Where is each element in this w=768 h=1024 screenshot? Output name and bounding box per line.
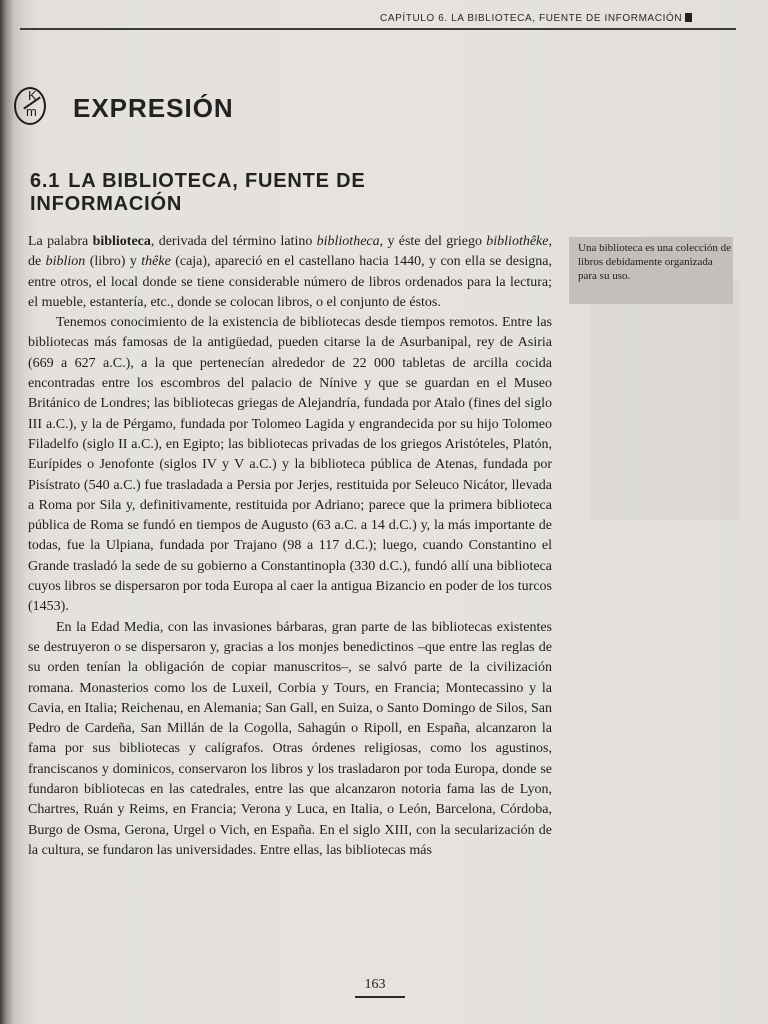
italic-term: bibliothêke <box>486 234 549 249</box>
page-number <box>345 977 405 993</box>
chapter-heading <box>30 170 430 216</box>
text-run: (caja), apareció en el castellano hacia 1440, y con ella se designa, entre otros, el local donde se tiene considerable número de libros ordenados para la lectura; el mueble, estantería, etc., donde se colocan libros, o el conjunto de éstos. <box>28 254 553 310</box>
italic-term: bibliotheca <box>316 234 380 249</box>
body-text <box>28 232 552 861</box>
text-run: , de <box>28 234 552 270</box>
text-run: La palabra <box>28 234 93 249</box>
paragraph-1 <box>28 232 552 313</box>
text-run: , derivada del término latino <box>150 234 317 249</box>
running-header-title: CAPÍTULO 6. LA BIBLIOTECA, FUENTE DE INFORMACIÓN <box>380 13 683 24</box>
text-run: , y éste del griego <box>379 234 487 249</box>
running-header <box>380 13 740 24</box>
header-rule <box>20 28 736 30</box>
chapter-number: 6.1 <box>30 170 61 192</box>
section-title: EXPRESIÓN <box>73 93 234 123</box>
badge-letter-bottom: m <box>26 104 37 119</box>
text-run: (libro) y <box>85 254 142 270</box>
paragraph-3: En la Edad Media, con las invasiones bárbaras, gran parte de las bibliotecas existentes se destruyeron o se dispersaron y, gracias a los monjes benedictinos –que entre las reglas de su orden tenían la obligación de copiar manuscritos–, se salvó parte de la civilización romana. Monasterios como los de Luxeil, Corbia y Tours, en Francia; Montecassino y la Cavia, en Italia; Reichenau, en Alemania; San Gall, en Suiza, o Santo Domingo de Silos, San Pedro de Cardeña, San Millán de la Cogolla, Sahagún o Ripoll, en España, alcanzaron la fama por sus bibliotecas y calígrafos. Otras órdenes religiosas, como los agustinos, franciscanos y dominicos, conservaron los libros y los trasladaron por toda Europa, donde se fundaron bibliotecas en las catedrales, entre las que alcanzaron notoria fama las de Lyon, Chartres, Ruán y Reims, en Francia; Verona y Luca, en Italia, o León, Barcelona, Córdoba, Burgo de Osma, Gerona, Urgel o Vich, en España. En el siglo XIII, con la secularización de la cultura, se fundaron las universidades. Entre ellas, las bibliotecas más <box>28 619 552 858</box>
chapter-title: LA BIBLIOTECA, FUENTE DE INFORMACIÓN <box>30 170 366 215</box>
page-number-rule <box>355 996 405 998</box>
italic-term: thêke <box>141 254 171 270</box>
show-through-figure <box>590 280 740 520</box>
page-number-value: 163 <box>364 977 386 992</box>
bold-term: biblioteca <box>92 234 151 249</box>
badge-letter-top: K <box>28 88 37 103</box>
italic-term: biblion <box>45 254 86 270</box>
sidebar-definition-note: Una biblioteca es una colección de libros debidamente organizada para su uso. <box>569 237 733 304</box>
expression-icon <box>4 84 40 128</box>
header-end-block <box>685 13 692 22</box>
paragraph-2: Tenemos conocimiento de la existencia de bibliotecas desde tiempos remotos. Entre las bibliotecas más famosas de la antigüedad, pueden citarse la de Asurbanipal, rey de Asiria (669 a 627 a.C.), a la que pertenecían alrededor de 22 000 tabletas de arcilla cocida encontradas entre los escombros del palacio de Nínive y que se guardan en el Museo Británico de Londres; las bibliotecas griegas de Alejandría, fundada por Atalo (fines del siglo III a.C.), y la de Pérgamo, fundada por Tolomeo Lagida y engrandecida por su hijo Tolomeo Filadelfo (siglo II a.C.), en Egipto; las bibliotecas privadas de los griegos Aristóteles, Platón, Eurípides o Jenofonte (siglos IV y V a.C.) y la biblioteca pública de Atenas, fundada por Pisístrato (540 a.C.) fue trasladada a Persia por Jerjes, restituida por Seleuco Nicátor, llevada a Roma por Sila y, definitivamente, restituida por Adriano; parece que la primera biblioteca pública de Roma se fundó en tiempos de Augusto (63 a.C. a 14 d.C.) y, la más importante de todas, fue la Ulpiana, fundada por Trajano (98 a 117 d.C.); luego, cuando Constantino el Grande trasladó la sede de su gobierno a Constantinopla (330 d.C.), fundó allí una biblioteca cuyos libros se dispersaron por toda Europa al caer la antigua Bizancio en poder de los turcos (1453). <box>28 315 552 615</box>
